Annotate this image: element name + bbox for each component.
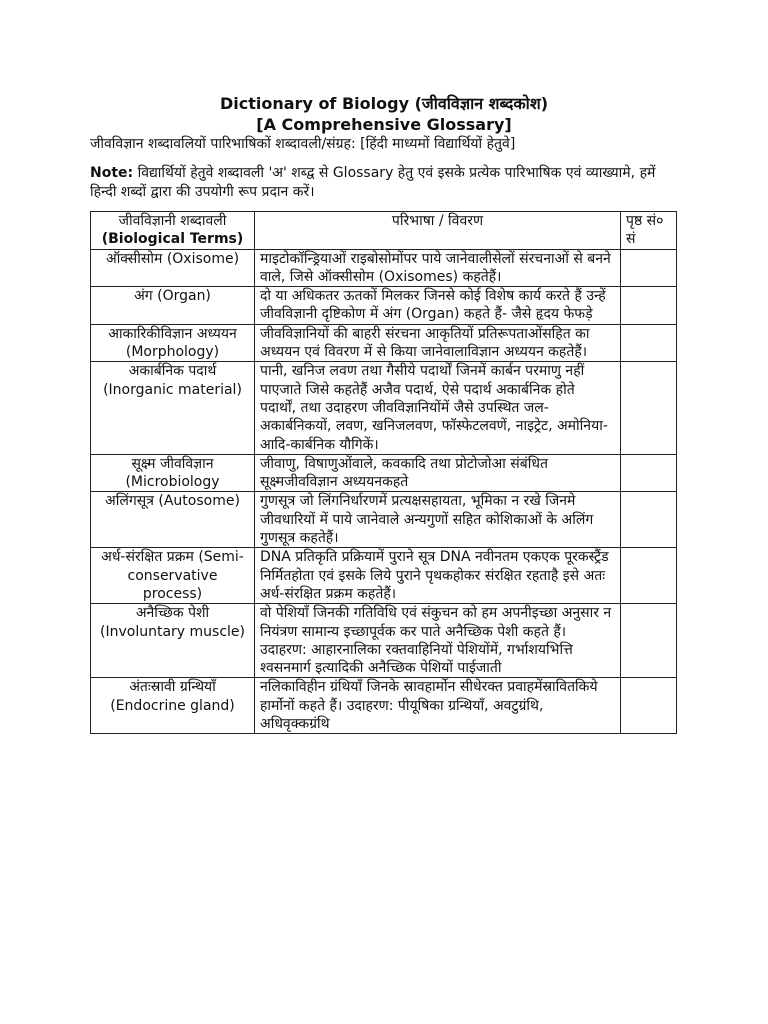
document-title [90,93,678,135]
page-cell [621,287,677,325]
table-row [91,454,677,492]
title-line-1: Dictionary of Biology (जीवविज्ञान शब्दकोश) [219,94,549,113]
definition-cell: दो या अधिकतर ऊतकों मिलकर जिनसे कोई विशेष कार्य करते हैं उन्हें जीवविज्ञानी दृष्टिकोण में अंग (Organ) कहते हैं- जैसे हृदय फेफड़े [255,287,621,325]
glossary-table [90,211,677,734]
term-english: ग्रन्थियाँ (Endocrine gland) [110,679,235,714]
intro-text: जीवविज्ञान शब्दावलियों पारिभाषिकों शब्दावली/संग्रह: [हिंदी माध्यमों विद्यार्थियों हेतुवे] [90,136,516,152]
definition-cell: वो पेशियाँ जिनकी गतिविधि एवं संकुचन को हम अपनीइच्छा अनुसार न नियंत्रण सामान्य इच्छापूर्वक कर पाते अनैच्छिक पेशी कहते हैं। उदाहरण: आहारनालिका रक्तवाहिनियों पेशियोंमें, गर्भाशयभित्ति श्वसनमार्ग इत्यादिकी अनैच्छिक पेशियों पाईजाती [255,604,621,678]
page-cell [621,492,677,548]
note-text: विद्यार्थियों हेतुवे शब्दावली 'अ' शब्द्व से Glossary हेतु एवं इसके प्रत्येक पारिभाषिक एवं व्याख्यामे, हमें हिन्दी शब्दों द्वारा की उपयोगी रूप प्रदान करें। [90,165,656,200]
page-cell [621,362,677,454]
page-cell [621,678,677,734]
term-text: अर्ध-संरक्षित प्रक्रम [101,549,194,566]
page-cell [621,604,677,678]
table-header-row [91,212,677,250]
term-cell [91,454,255,492]
page-cell [621,324,677,362]
page-cell [621,249,677,287]
note-label: Note: [90,165,134,181]
table-row [91,249,677,287]
header-definition: परिभाषा / विवरण [255,212,621,250]
note-paragraph [90,164,678,202]
title-line-2: [A Comprehensive Glossary] [256,115,512,134]
table-row [91,548,677,604]
header-term-hindi: जीवविज्ञानी शब्दावली [118,213,227,229]
term-cell [91,324,255,362]
term-english: (Semi-conservative process) [127,549,244,602]
term-cell [91,287,255,325]
term-text: अकार्बनिक पदार्थ [128,363,217,380]
definition-cell: नलिकाविहीन ग्रंथियाँ जिनके स्रावहार्मोन सीधेरक्त प्रवाहमेंस्रावितकिये हार्मोनों कहते हैं। उदाहरण: पीयूषिका ग्रन्थियाँ, अवटुग्रंथि, अधिवृक्कग्रंथि [255,678,621,734]
definition-cell: पानी, खनिज लवण तथा गैसीये पदार्थों जिनमें कार्बन परमाणु नहीं पाएजाते जिसे कहतेहैं अजैव पदार्थ, ऐसे पदार्थ अकार्बनिक होते पदार्थों, तथा उदाहरण जीवविज्ञानियोंमें जैसे उपस्थित जल- अकार्बनिकयों, लवण, खनिजलवण, फॉस्फेटलवणें, नाइट्रेट, अमोनिया-आदि-कार्बनिक यौगिकें। [255,362,621,454]
table-row [91,324,677,362]
table-row [91,678,677,734]
document-page [90,93,678,734]
term-text: अंग (Organ) [134,288,211,305]
term-cell [91,492,255,548]
table-row [91,287,677,325]
table-row [91,492,677,548]
header-term-english: (Biological Terms) [101,231,244,248]
page-cell [621,548,677,604]
term-english: (Oxisome) [166,250,240,267]
definition-cell: माइटोकॉन्ड्रियाओं राइबोसोमोंपर पाये जानेवालीसेलों संरचनाओं से बनने वाले, जिसे ऑक्सीसोम (Oxisomes) कहतेहैं। [255,249,621,287]
definition-cell: DNA प्रतिकृति प्रक्रियामें पुराने सूत्र DNA नवीनतम एकएक पूरकस्ट्रैंड निर्मितहोता एवं इसके लिये पुराने पृथकहोकर संरक्षित रहताहै इसे अतः अर्ध-संरक्षित प्रक्रम कहतेहैं। [255,548,621,604]
term-text: आकारिकीविज्ञान अध्ययन [108,325,237,342]
header-page: पृष्ठ सं० सं [621,212,677,250]
term-cell [91,548,255,604]
term-english: (Inorganic material) [103,381,242,398]
term-cell [91,604,255,678]
page-cell [621,454,677,492]
term-cell [91,678,255,734]
term-english: (Involuntary muscle) [100,623,245,640]
definition-cell: जीवाणु, विषाणुओंवाले, कवकादि तथा प्रोटोजोआ संबंधित सूक्ष्मजीवविज्ञान अध्ययनकहते [255,454,621,492]
header-term [91,212,255,250]
term-text: सूक्ष्म जीवविज्ञान [131,455,214,472]
definition-cell: जीवविज्ञानियों की बाहरी संरचना आकृतियों प्रतिरूपताओंसहित का अध्ययन एवं विवरण में से किया जानेवालाविज्ञान अध्ययन कहतेहैं। [255,324,621,362]
term-text: अनैच्छिक पेशी [135,605,210,622]
term-text: अलिंगसूत्र (Autosome) [105,493,240,510]
term-text: ऑक्सीसोम [105,250,163,267]
term-english: (Morphology) [125,344,220,361]
term-text: अंतःस्रावी [129,679,176,696]
term-english: (Microbiology [125,474,220,491]
term-cell [91,249,255,287]
definition-cell: गुणसूत्र जो लिंगनिर्धारणमें प्रत्यक्षसहायता, भूमिका न रखे जिनमे जीवधारियों में पाये जानेवाले अन्यगुणों सहित कोशिकाओं के अलिंग गुणसूत्र कहतेहैं। [255,492,621,548]
table-row [91,362,677,454]
term-cell [91,362,255,454]
table-row [91,604,677,678]
